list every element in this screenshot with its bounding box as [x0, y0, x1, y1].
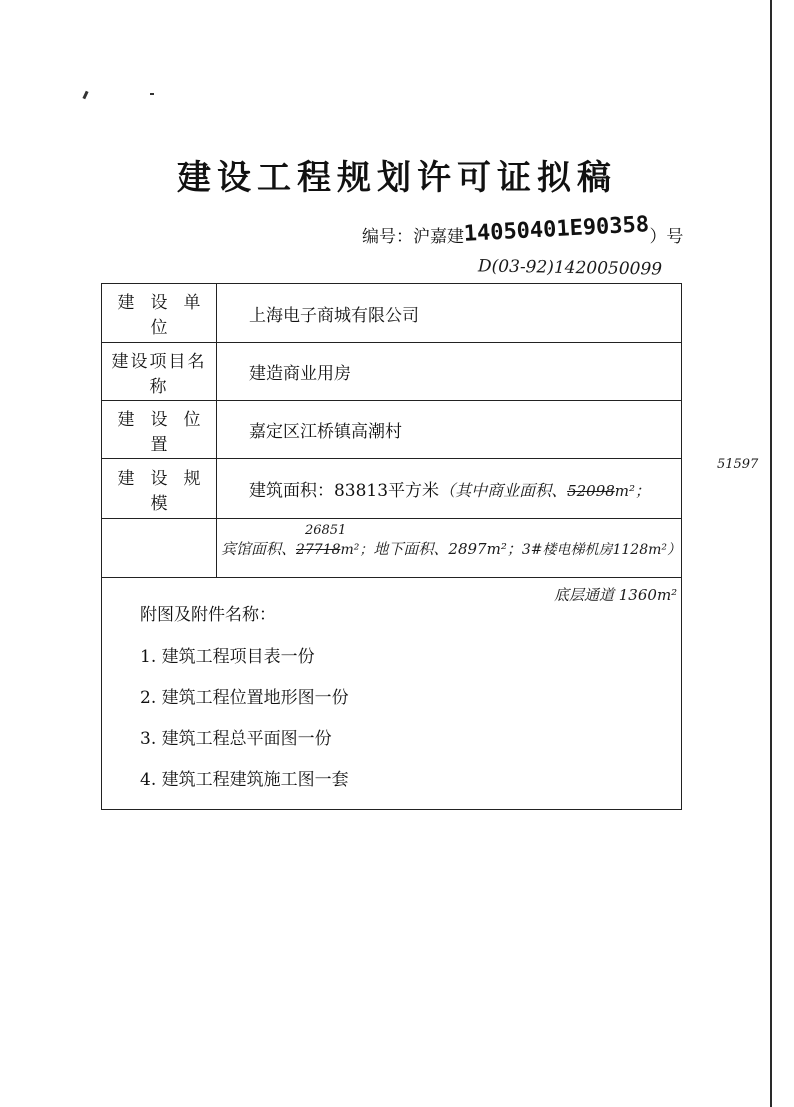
line2-struck-value: 27718	[295, 541, 341, 558]
row-label: 建设单位	[102, 284, 217, 343]
table-row	[102, 578, 682, 810]
number-stamp: 14050401E90358	[463, 212, 650, 247]
number-suffix: ）号	[649, 227, 684, 247]
scale-text: 建筑面积：83813平方米	[248, 481, 440, 501]
row-value: 嘉定区江桥镇高潮村	[216, 401, 681, 459]
number-prefix: 编号：沪嘉建	[362, 227, 464, 247]
list-item: 3. 建筑工程总平面图一份	[140, 729, 332, 749]
row-value-handwritten	[216, 519, 681, 578]
list-item: 2. 建筑工程位置地形图一份	[140, 688, 349, 708]
scale-unit: m²；	[614, 482, 651, 500]
handwritten-code: D(03-92)1420050099	[477, 256, 663, 280]
document-number	[362, 212, 684, 248]
row-label: 建设项目名称	[102, 343, 217, 401]
attachments-cell	[102, 578, 682, 810]
table-row	[102, 401, 682, 459]
attachments-heading: 附图及附件名称：	[140, 605, 276, 625]
row-label: 建设规模	[102, 459, 217, 519]
permit-form-table	[101, 283, 759, 810]
line2-c: 3#楼电梯机房1128m²）	[521, 541, 681, 558]
row-value: 上海电子商城有限公司	[216, 284, 681, 343]
scale-correction: 51597	[716, 457, 759, 472]
table-row	[102, 343, 682, 401]
list-item: 4. 建筑工程建筑施工图一套	[140, 770, 349, 790]
line2-a-unit: m²；	[340, 541, 374, 558]
table-row	[102, 519, 682, 578]
scan-speck	[82, 91, 88, 100]
scale-handwritten-open: （其中商业面积、	[439, 481, 568, 500]
scale-struck-value: 52098	[567, 482, 615, 500]
attachments-block	[102, 578, 681, 809]
row-value: 建造商业用房	[216, 343, 681, 401]
document-title: 建设工程规划许可证拟稿	[177, 158, 617, 198]
list-item: 1. 建筑工程项目表一份	[140, 647, 315, 667]
row-label-empty	[102, 519, 217, 578]
line2-a: 宾馆面积、	[220, 539, 296, 558]
line3-handwritten: 底层通道 1360m²	[554, 586, 678, 604]
line2-correction: 26851	[304, 523, 347, 538]
scan-speck	[150, 93, 154, 95]
row-label: 建设位置	[102, 401, 217, 459]
row-value	[216, 457, 759, 519]
line2-b: 地下面积、2897m²；	[373, 539, 522, 558]
table-row	[102, 459, 682, 519]
table-row	[102, 284, 682, 343]
